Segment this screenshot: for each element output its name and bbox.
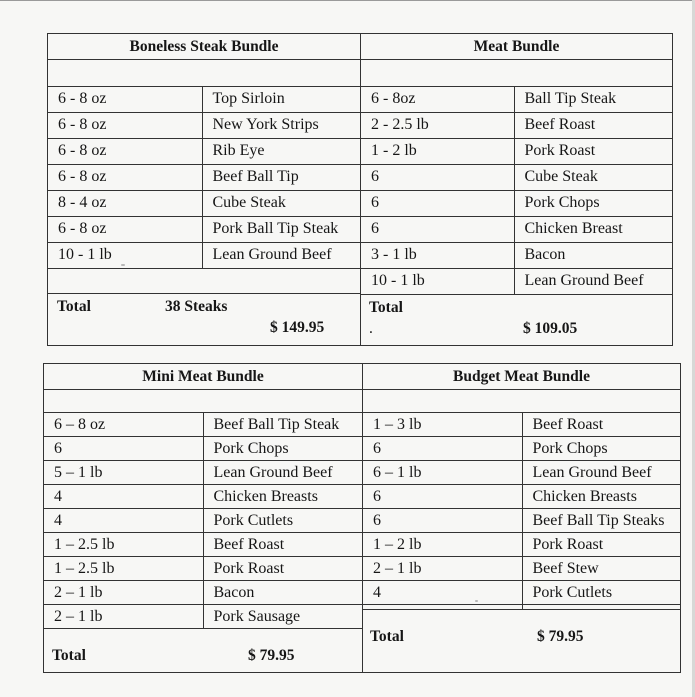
item-row xyxy=(363,581,680,605)
item-name: Lean Ground Beef xyxy=(522,461,680,485)
item-quantity: 1 – 3 lb xyxy=(363,413,522,437)
bundle-items-table xyxy=(44,413,362,629)
scan-speck xyxy=(121,264,125,266)
meat-bundle xyxy=(360,33,673,346)
item-row xyxy=(361,217,672,243)
bundle-title: Budget Meat Bundle xyxy=(363,364,680,390)
item-name: Ball Tip Steak xyxy=(514,87,672,113)
item-name: Pork Chops xyxy=(203,437,362,461)
item-row xyxy=(44,581,362,605)
item-quantity: 6 xyxy=(363,437,522,461)
item-name: Pork Roast xyxy=(514,139,672,165)
total-price: $ 79.95 xyxy=(537,628,584,645)
item-name: Pork Chops xyxy=(514,191,672,217)
item-quantity: 6 - 8 oz xyxy=(48,217,202,243)
item-name: Lean Ground Beef xyxy=(202,243,360,269)
item-row xyxy=(48,139,360,165)
blank-row xyxy=(48,269,360,294)
item-row xyxy=(48,191,360,217)
item-quantity: 10 - 1 lb xyxy=(361,269,514,295)
item-name: Pork Roast xyxy=(522,533,680,557)
blank-row xyxy=(44,390,362,413)
item-row xyxy=(363,413,680,437)
item-row xyxy=(44,437,362,461)
item-name: Beef Roast xyxy=(522,413,680,437)
item-name: Rib Eye xyxy=(202,139,360,165)
item-row xyxy=(361,191,672,217)
item-quantity: 10 - 1 lb xyxy=(48,243,202,269)
item-row xyxy=(44,533,362,557)
total-price: $ 79.95 xyxy=(248,647,295,664)
item-row xyxy=(44,413,362,437)
item-row xyxy=(363,485,680,509)
item-row xyxy=(361,139,672,165)
boneless-steak-bundle xyxy=(47,33,361,346)
bundle-title: Meat Bundle xyxy=(361,34,672,60)
item-quantity: 6 xyxy=(363,509,522,533)
item-quantity: 3 - 1 lb xyxy=(361,243,514,269)
item-name xyxy=(522,605,680,610)
bundle-items-table xyxy=(48,87,360,269)
item-row xyxy=(44,509,362,533)
item-name: Beef Stew xyxy=(522,557,680,581)
item-row xyxy=(363,605,680,610)
item-row xyxy=(363,437,680,461)
item-row xyxy=(361,243,672,269)
item-quantity: 5 – 1 lb xyxy=(44,461,203,485)
item-quantity: 6 – 8 oz xyxy=(44,413,203,437)
item-quantity: 2 – 1 lb xyxy=(44,581,203,605)
item-row xyxy=(361,113,672,139)
bundle-items-table xyxy=(363,413,680,610)
total-label: Total xyxy=(52,647,86,664)
item-row xyxy=(48,217,360,243)
item-quantity: 1 – 2.5 lb xyxy=(44,557,203,581)
item-quantity xyxy=(363,605,522,610)
total-label: Total xyxy=(57,298,91,315)
item-row xyxy=(48,243,360,269)
total-price: $ 149.95 xyxy=(270,319,325,336)
item-quantity: 1 - 2 lb xyxy=(361,139,514,165)
item-name: Pork Chops xyxy=(522,437,680,461)
scan-speck xyxy=(475,600,478,602)
item-row xyxy=(44,557,362,581)
item-row xyxy=(361,165,672,191)
item-quantity: 1 – 2 lb xyxy=(363,533,522,557)
item-name: Beef Ball Tip Steaks xyxy=(522,509,680,533)
item-quantity: 2 – 1 lb xyxy=(44,605,203,629)
steak-count: 38 Steaks xyxy=(165,298,228,315)
bundle-title: Boneless Steak Bundle xyxy=(48,34,360,60)
item-row xyxy=(363,461,680,485)
item-quantity: 6 xyxy=(44,437,203,461)
item-name: Pork Ball Tip Steak xyxy=(202,217,360,243)
item-name: Cube Steak xyxy=(202,191,360,217)
item-row xyxy=(44,461,362,485)
item-row xyxy=(363,557,680,581)
item-row xyxy=(48,87,360,113)
item-quantity: 6 xyxy=(363,485,522,509)
bundle-title: Mini Meat Bundle xyxy=(44,364,362,390)
item-row xyxy=(363,509,680,533)
item-name: Top Sirloin xyxy=(202,87,360,113)
item-row xyxy=(48,113,360,139)
item-name: Chicken Breasts xyxy=(203,485,362,509)
item-row xyxy=(48,165,360,191)
total-dot: . xyxy=(369,320,373,337)
item-quantity: 1 – 2.5 lb xyxy=(44,533,203,557)
scan-top-edge xyxy=(0,0,695,1)
item-row xyxy=(363,533,680,557)
item-quantity: 4 xyxy=(44,509,203,533)
item-quantity: 6 - 8 oz xyxy=(48,139,202,165)
item-quantity: 8 - 4 oz xyxy=(48,191,202,217)
item-quantity: 6 xyxy=(361,191,514,217)
item-name: Cube Steak xyxy=(514,165,672,191)
item-name: Bacon xyxy=(203,581,362,605)
item-quantity: 6 - 8oz xyxy=(361,87,514,113)
item-quantity: 6 - 8 oz xyxy=(48,113,202,139)
item-name: Lean Ground Beef xyxy=(514,269,672,295)
item-name: New York Strips xyxy=(202,113,360,139)
item-name: Pork Cutlets xyxy=(522,581,680,605)
total-price: $ 109.05 xyxy=(523,320,578,337)
item-row xyxy=(44,605,362,629)
item-quantity: 6 – 1 lb xyxy=(363,461,522,485)
item-quantity: 6 xyxy=(361,165,514,191)
item-name: Pork Roast xyxy=(203,557,362,581)
item-name: Pork Cutlets xyxy=(203,509,362,533)
total-label: Total xyxy=(369,299,403,316)
item-name: Bacon xyxy=(514,243,672,269)
bundle-items-table xyxy=(361,87,672,295)
item-quantity: 6 - 8 oz xyxy=(48,165,202,191)
item-quantity: 2 - 2.5 lb xyxy=(361,113,514,139)
mini-meat-bundle xyxy=(43,363,363,673)
blank-row xyxy=(363,390,680,413)
item-name: Chicken Breasts xyxy=(522,485,680,509)
item-name: Beef Ball Tip Steak xyxy=(203,413,362,437)
item-quantity: 4 xyxy=(44,485,203,509)
item-name: Pork Sausage xyxy=(203,605,362,629)
item-row xyxy=(361,87,672,113)
item-row xyxy=(44,485,362,509)
item-quantity: 4 xyxy=(363,581,522,605)
item-name: Beef Ball Tip xyxy=(202,165,360,191)
item-row xyxy=(361,269,672,295)
item-name: Beef Roast xyxy=(514,113,672,139)
total-label: Total xyxy=(370,628,404,645)
item-quantity: 6 xyxy=(361,217,514,243)
item-name: Beef Roast xyxy=(203,533,362,557)
item-quantity: 6 - 8 oz xyxy=(48,87,202,113)
budget-meat-bundle xyxy=(362,363,681,673)
item-name: Chicken Breast xyxy=(514,217,672,243)
blank-row xyxy=(361,60,672,87)
item-quantity: 2 – 1 lb xyxy=(363,557,522,581)
blank-row xyxy=(48,60,360,87)
item-name: Lean Ground Beef xyxy=(203,461,362,485)
